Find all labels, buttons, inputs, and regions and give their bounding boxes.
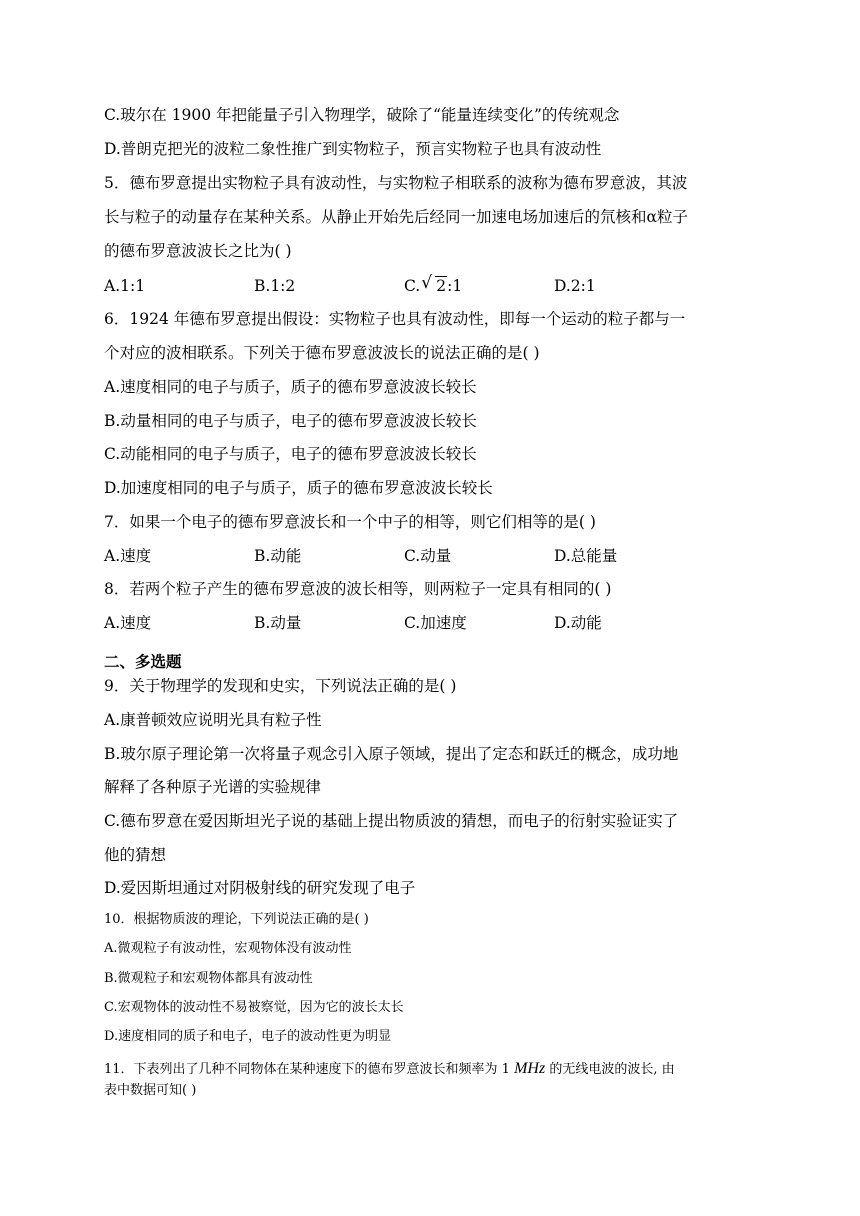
q6-stem-line2: 个对应的波相联系。下列关于德布罗意波波长的说法正确的是( )	[104, 344, 540, 362]
q9-option-c-line2: 他的猜想	[104, 846, 167, 864]
q8-option-d: D.动能	[554, 614, 602, 632]
q11-stem-line1	[104, 1060, 675, 1079]
q8-option-a: A.速度	[104, 614, 152, 632]
q4-option-d: D.普朗克把光的波粒二象性推广到实物粒子，预言实物粒子也具有波动性	[104, 140, 602, 158]
q10-option-c: C.宏观物体的波动性不易被察觉，因为它的波长太长	[104, 1000, 404, 1015]
q7-option-c: C.动量	[404, 547, 452, 565]
q8-option-c: C.加速度	[404, 614, 467, 632]
q9-option-c-line1: C.德布罗意在爱因斯坦光子说的基础上提出物质波的猜想，而电子的衍射实验证实了	[104, 812, 679, 830]
q6-option-c: C.动能相同的电子与质子，电子的德布罗意波波长较长	[104, 445, 477, 463]
q5-stem-line3: 的德布罗意波波长之比为( )	[104, 242, 292, 260]
q5-option-d: D.2:1	[554, 277, 596, 295]
q5-option-b: B.1:2	[254, 277, 296, 295]
q7-option-b: B.动能	[254, 547, 302, 565]
q11-unit-mhz: MHz	[514, 1060, 546, 1077]
q8-stem: 8．若两个粒子产生的德布罗意波的波长相等，则两粒子一定具有相同的( )	[104, 580, 612, 598]
sqrt-symbol: √ 2	[421, 273, 447, 295]
q5-stem-line2: 长与粒子的动量存在某种关系。从静止开始先后经同一加速电场加速后的氘核和α粒子	[104, 208, 688, 226]
q5-option-c-prefix: C.	[404, 277, 421, 295]
q5-option-c-radicand: 2	[436, 277, 447, 295]
q5-option-c-suffix: :1	[447, 277, 463, 295]
q10-stem: 10．根据物质波的理论，下列说法正确的是( )	[104, 912, 369, 927]
q11-stem-text-b: 的无线电波的波长, 由	[545, 1062, 675, 1077]
q10-option-a: A.微观粒子有波动性，宏观物体没有波动性	[104, 941, 352, 956]
q9-option-b-line2: 解释了各种原子光谱的实验规律	[104, 778, 322, 796]
q10-option-d: D.速度相同的质子和电子，电子的波动性更为明显	[104, 1029, 392, 1044]
q5-stem-line1: 5．德布罗意提出实物粒子具有波动性，与实物粒子相联系的波称为德布罗意波，其波	[104, 174, 688, 192]
q6-option-d: D.加速度相同的电子与质子，质子的德布罗意波波长较长	[104, 479, 493, 497]
q9-stem: 9．关于物理学的发现和史实，下列说法正确的是( )	[104, 677, 457, 695]
q11-stem-text-a: 11．下表列出了几种不同物体在某种速度下的德布罗意波长和频率为 1	[104, 1062, 515, 1077]
q9-option-b-line1: B.玻尔原子理论第一次将量子观念引入原子领域，提出了定态和跃迁的概念，成功地	[104, 745, 679, 763]
q6-stem-line1: 6．1924 年德布罗意提出假设：实物粒子也具有波动性，即每一个运动的粒子都与一	[104, 310, 686, 328]
q9-option-a: A.康普顿效应说明光具有粒子性	[104, 711, 322, 729]
section-heading: 二、多选题	[104, 653, 182, 671]
q6-option-a: A.速度相同的电子与质子，质子的德布罗意波波长较长	[104, 378, 477, 396]
q11-stem-line2: 表中数据可知( )	[104, 1083, 197, 1098]
q7-stem: 7．如果一个电子的德布罗意波长和一个中子的相等，则它们相等的是( )	[104, 513, 596, 531]
q8-option-b: B.动量	[254, 614, 302, 632]
q7-option-a: A.速度	[104, 547, 152, 565]
q5-option-a: A.1:1	[104, 277, 146, 295]
q4-option-c: C.玻尔在 1900 年把能量子引入物理学，破除了“能量连续变化”的传统观念	[104, 106, 620, 124]
q9-option-d: D.爱因斯坦通过对阴极射线的研究发现了电子	[104, 879, 416, 897]
q7-option-d: D.总能量	[554, 547, 618, 565]
q6-option-b: B.动量相同的电子与质子，电子的德布罗意波波长较长	[104, 412, 477, 430]
q5-option-c	[404, 275, 462, 297]
q10-option-b: B.微观粒子和宏观物体都具有波动性	[104, 971, 313, 986]
